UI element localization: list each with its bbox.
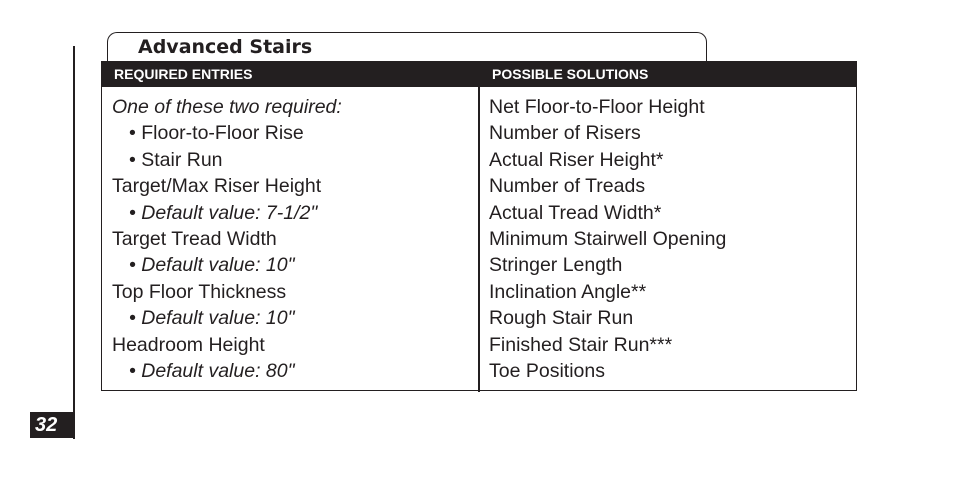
possible-solution-item: Actual Riser Height*	[489, 148, 664, 171]
required-entry-item: • Default value: 7-1/2"	[129, 201, 318, 224]
possible-solution-item: Toe Positions	[489, 359, 605, 382]
page-number: 32	[30, 412, 74, 438]
required-entry-item: • Stair Run	[129, 148, 223, 171]
required-entries-header: REQUIRED ENTRIES	[114, 66, 253, 82]
entries-solutions-table	[101, 61, 857, 391]
required-entries-list	[112, 94, 342, 384]
required-entry-item: • Default value: 10"	[129, 254, 295, 277]
required-entry-item: • Floor-to-Floor Rise	[129, 122, 304, 145]
possible-solution-item: Finished Stair Run***	[489, 333, 673, 356]
required-entry-item: Headroom Height	[112, 333, 265, 356]
required-entry-item: Top Floor Thickness	[112, 280, 287, 303]
page-margin-rule	[73, 46, 75, 439]
column-divider	[478, 87, 480, 392]
possible-solution-item: Number of Treads	[489, 175, 646, 198]
possible-solution-item: Inclination Angle**	[489, 280, 647, 303]
possible-solutions-header: POSSIBLE SOLUTIONS	[492, 66, 649, 82]
possible-solution-item: Rough Stair Run	[489, 307, 634, 330]
possible-solutions-list	[489, 94, 726, 384]
table-header	[102, 62, 856, 87]
required-entry-item: • Default value: 10"	[129, 307, 295, 330]
possible-solution-item: Minimum Stairwell Opening	[489, 227, 727, 250]
section-title: Advanced Stairs	[138, 36, 313, 58]
possible-solution-item: Stringer Length	[489, 254, 623, 277]
required-entry-item: Target/Max Riser Height	[112, 175, 322, 198]
possible-solution-item: Number of Risers	[489, 122, 641, 145]
possible-solution-item: Actual Tread Width*	[489, 201, 662, 224]
required-entry-item: One of these two required:	[112, 96, 342, 118]
required-entry-item: • Default value: 80"	[129, 359, 295, 382]
possible-solution-item: Net Floor-to-Floor Height	[489, 96, 705, 118]
required-entry-item: Target Tread Width	[112, 227, 277, 250]
